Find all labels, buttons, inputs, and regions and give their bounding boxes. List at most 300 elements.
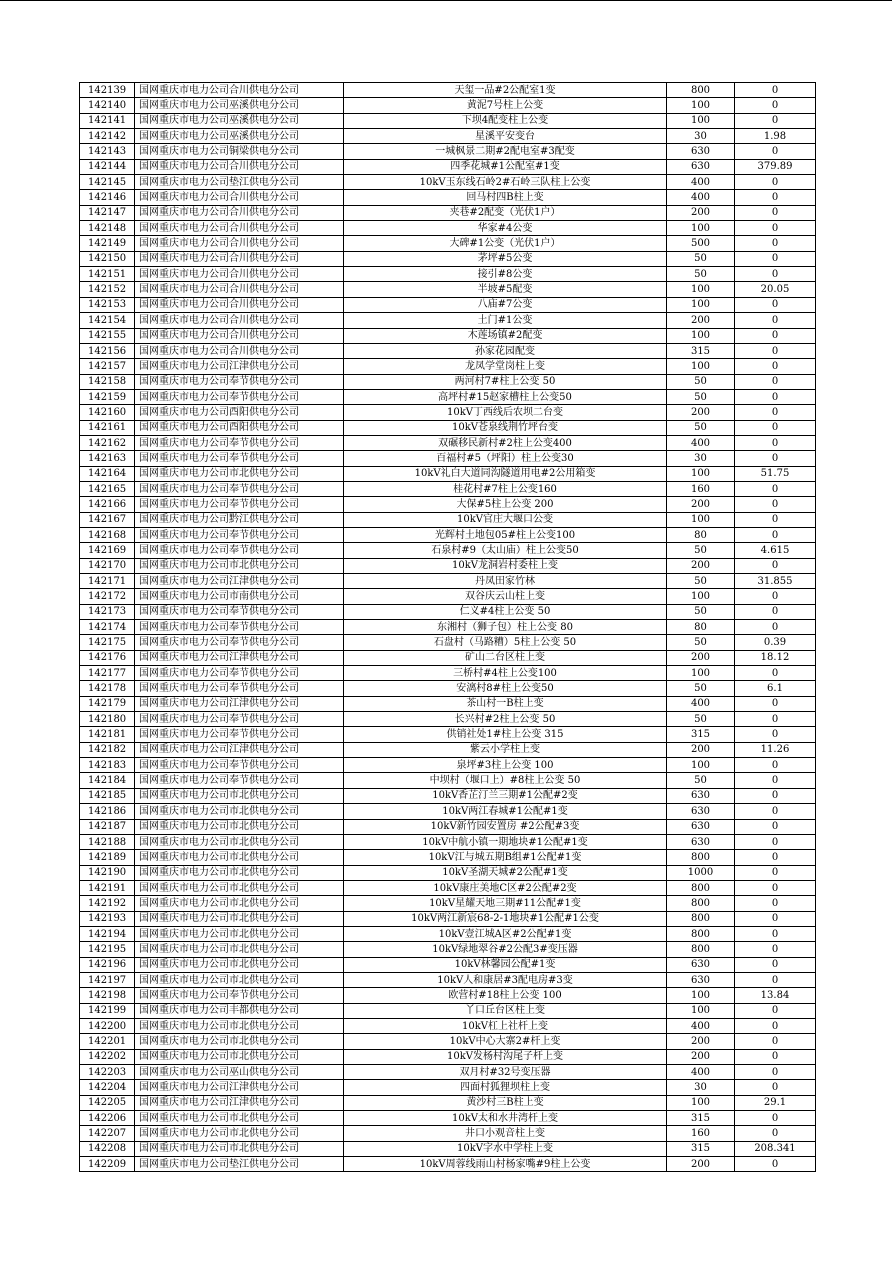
table-row xyxy=(80,666,816,681)
table-row xyxy=(80,543,816,558)
capacity-cell: 200 xyxy=(667,558,735,573)
row-id-cell: 142196 xyxy=(80,957,135,972)
transformer-name-cell: 星溪平安变台 xyxy=(344,129,667,144)
company-cell: 国网重庆市电力公司江津供电分公司 xyxy=(135,359,344,374)
company-cell: 国网重庆市电力公司市北供电分公司 xyxy=(135,865,344,880)
transformer-name-cell: 10kV龙洞岩村委柱上变 xyxy=(344,558,667,573)
row-id-cell: 142171 xyxy=(80,574,135,589)
row-id-cell: 142188 xyxy=(80,834,135,849)
table-row xyxy=(80,574,816,589)
row-id-cell: 142165 xyxy=(80,481,135,496)
capacity-cell: 400 xyxy=(667,696,735,711)
capacity-cell: 630 xyxy=(667,834,735,849)
capacity-cell: 630 xyxy=(667,144,735,159)
company-cell: 国网重庆市电力公司奉节供电分公司 xyxy=(135,666,344,681)
capacity-cell: 630 xyxy=(667,972,735,987)
transformer-name-cell: 10kV两江春城#1公配#1变 xyxy=(344,804,667,819)
row-id-cell: 142141 xyxy=(80,113,135,128)
value-cell: 0 xyxy=(735,98,816,113)
capacity-cell: 315 xyxy=(667,727,735,742)
value-cell: 0 xyxy=(735,788,816,803)
table-row xyxy=(80,405,816,420)
company-cell: 国网重庆市电力公司市南供电分公司 xyxy=(135,589,344,604)
table-row xyxy=(80,374,816,389)
company-cell: 国网重庆市电力公司市北供电分公司 xyxy=(135,819,344,834)
row-id-cell: 142174 xyxy=(80,620,135,635)
company-cell: 国网重庆市电力公司市北供电分公司 xyxy=(135,942,344,957)
company-cell: 国网重庆市电力公司市北供电分公司 xyxy=(135,957,344,972)
value-cell: 0 xyxy=(735,405,816,420)
transformer-name-cell: 仁义#4柱上公变 50 xyxy=(344,604,667,619)
table-row xyxy=(80,558,816,573)
company-cell: 国网重庆市电力公司市北供电分公司 xyxy=(135,558,344,573)
company-cell: 国网重庆市电力公司奉节供电分公司 xyxy=(135,435,344,450)
transformer-name-cell: 井口小观音柱上变 xyxy=(344,1126,667,1141)
value-cell: 0 xyxy=(735,620,816,635)
transformer-name-cell: 黄泥7号柱上公变 xyxy=(344,98,667,113)
transformer-name-cell: 安漓村8#柱上公变50 xyxy=(344,681,667,696)
value-cell: 0 xyxy=(735,205,816,220)
company-cell: 国网重庆市电力公司巫溪供电分公司 xyxy=(135,98,344,113)
transformer-name-cell: 石盘村（马路糟）5柱上公变 50 xyxy=(344,635,667,650)
company-cell: 国网重庆市电力公司合川供电分公司 xyxy=(135,267,344,282)
company-cell: 国网重庆市电力公司合川供电分公司 xyxy=(135,190,344,205)
table-row xyxy=(80,435,816,450)
row-id-cell: 142185 xyxy=(80,788,135,803)
capacity-cell: 800 xyxy=(667,942,735,957)
transformer-name-cell: 10kV太和水井湾杆上变 xyxy=(344,1111,667,1126)
table-row xyxy=(80,343,816,358)
row-id-cell: 142178 xyxy=(80,681,135,696)
capacity-cell: 100 xyxy=(667,221,735,236)
row-id-cell: 142143 xyxy=(80,144,135,159)
value-cell: 11.26 xyxy=(735,742,816,757)
row-id-cell: 142170 xyxy=(80,558,135,573)
company-cell: 国网重庆市电力公司巫溪供电分公司 xyxy=(135,113,344,128)
transformer-name-cell: 10kV星耀天地三期#11公配#1变 xyxy=(344,896,667,911)
company-cell: 国网重庆市电力公司垫江供电分公司 xyxy=(135,175,344,190)
table-row xyxy=(80,512,816,527)
capacity-cell: 800 xyxy=(667,83,735,98)
row-id-cell: 142147 xyxy=(80,205,135,220)
row-id-cell: 142156 xyxy=(80,343,135,358)
capacity-cell: 160 xyxy=(667,1126,735,1141)
value-cell: 13.84 xyxy=(735,988,816,1003)
company-cell: 国网重庆市电力公司合川供电分公司 xyxy=(135,328,344,343)
table-row xyxy=(80,527,816,542)
value-cell: 0 xyxy=(735,1080,816,1095)
company-cell: 国网重庆市电力公司市北供电分公司 xyxy=(135,804,344,819)
value-cell: 0 xyxy=(735,942,816,957)
table-row xyxy=(80,650,816,665)
table-row xyxy=(80,359,816,374)
capacity-cell: 100 xyxy=(667,113,735,128)
value-cell: 0 xyxy=(735,666,816,681)
transformer-name-cell: 10kV人和康居#3配电房#3变 xyxy=(344,972,667,987)
value-cell: 0 xyxy=(735,113,816,128)
capacity-cell: 50 xyxy=(667,574,735,589)
capacity-cell: 200 xyxy=(667,1049,735,1064)
company-cell: 国网重庆市电力公司酉阳供电分公司 xyxy=(135,405,344,420)
row-id-cell: 142200 xyxy=(80,1018,135,1033)
table-row xyxy=(80,773,816,788)
company-cell: 国网重庆市电力公司奉节供电分公司 xyxy=(135,604,344,619)
transformer-name-cell: 10kV绿地翠谷#2公配3#变压器 xyxy=(344,942,667,957)
row-id-cell: 142152 xyxy=(80,282,135,297)
row-id-cell: 142172 xyxy=(80,589,135,604)
value-cell: 1.98 xyxy=(735,129,816,144)
transformer-name-cell: 天玺一品#2公配室1变 xyxy=(344,83,667,98)
capacity-cell: 800 xyxy=(667,850,735,865)
table-row xyxy=(80,113,816,128)
capacity-cell: 100 xyxy=(667,758,735,773)
table-row xyxy=(80,788,816,803)
row-id-cell: 142148 xyxy=(80,221,135,236)
transformer-table xyxy=(79,82,816,1172)
company-cell: 国网重庆市电力公司奉节供电分公司 xyxy=(135,681,344,696)
table-row xyxy=(80,236,816,251)
capacity-cell: 50 xyxy=(667,635,735,650)
row-id-cell: 142145 xyxy=(80,175,135,190)
transformer-name-cell: 桂花村#7柱上公变160 xyxy=(344,481,667,496)
capacity-cell: 50 xyxy=(667,374,735,389)
company-cell: 国网重庆市电力公司丰都供电分公司 xyxy=(135,1003,344,1018)
capacity-cell: 50 xyxy=(667,681,735,696)
table-row xyxy=(80,1034,816,1049)
capacity-cell: 100 xyxy=(667,359,735,374)
company-cell: 国网重庆市电力公司市北供电分公司 xyxy=(135,896,344,911)
capacity-cell: 400 xyxy=(667,190,735,205)
capacity-cell: 800 xyxy=(667,880,735,895)
capacity-cell: 315 xyxy=(667,1111,735,1126)
company-cell: 国网重庆市电力公司奉节供电分公司 xyxy=(135,389,344,404)
value-cell: 0 xyxy=(735,389,816,404)
table-row xyxy=(80,98,816,113)
table-row xyxy=(80,896,816,911)
row-id-cell: 142192 xyxy=(80,896,135,911)
capacity-cell: 500 xyxy=(667,236,735,251)
transformer-name-cell: 10kV字水中学柱上变 xyxy=(344,1141,667,1156)
capacity-cell: 100 xyxy=(667,589,735,604)
capacity-cell: 100 xyxy=(667,666,735,681)
row-id-cell: 142194 xyxy=(80,926,135,941)
table-row xyxy=(80,1018,816,1033)
capacity-cell: 630 xyxy=(667,788,735,803)
company-cell: 国网重庆市电力公司奉节供电分公司 xyxy=(135,374,344,389)
table-row xyxy=(80,328,816,343)
capacity-cell: 100 xyxy=(667,1095,735,1110)
transformer-name-cell: 10kV玉东线石岭2#石岭三队柱上公变 xyxy=(344,175,667,190)
value-cell: 31.855 xyxy=(735,574,816,589)
row-id-cell: 142157 xyxy=(80,359,135,374)
value-cell: 0 xyxy=(735,758,816,773)
transformer-name-cell: 10kV杠上社杆上变 xyxy=(344,1018,667,1033)
company-cell: 国网重庆市电力公司奉节供电分公司 xyxy=(135,481,344,496)
value-cell: 0 xyxy=(735,221,816,236)
row-id-cell: 142191 xyxy=(80,880,135,895)
value-cell: 0 xyxy=(735,343,816,358)
capacity-cell: 200 xyxy=(667,1157,735,1172)
transformer-name-cell: 10kV丁西线后农坝二台变 xyxy=(344,405,667,420)
table-row xyxy=(80,451,816,466)
capacity-cell: 100 xyxy=(667,297,735,312)
transformer-name-cell: 丹凤田家竹林 xyxy=(344,574,667,589)
company-cell: 国网重庆市电力公司市北供电分公司 xyxy=(135,1034,344,1049)
value-cell: 0 xyxy=(735,527,816,542)
value-cell: 0 xyxy=(735,236,816,251)
company-cell: 国网重庆市电力公司市北供电分公司 xyxy=(135,1018,344,1033)
value-cell: 0 xyxy=(735,1065,816,1080)
company-cell: 国网重庆市电力公司奉节供电分公司 xyxy=(135,451,344,466)
capacity-cell: 50 xyxy=(667,251,735,266)
transformer-name-cell: 10kV江与城五期B组#1公配#1变 xyxy=(344,850,667,865)
capacity-cell: 630 xyxy=(667,159,735,174)
table-row xyxy=(80,1157,816,1172)
capacity-cell: 800 xyxy=(667,911,735,926)
transformer-name-cell: 大保#5柱上公变 200 xyxy=(344,497,667,512)
transformer-name-cell: 华家#4公变 xyxy=(344,221,667,236)
transformer-name-cell: 10kV新竹园安置房 #2公配#3变 xyxy=(344,819,667,834)
row-id-cell: 142150 xyxy=(80,251,135,266)
transformer-name-cell: 回马村四B柱上变 xyxy=(344,190,667,205)
capacity-cell: 400 xyxy=(667,435,735,450)
row-id-cell: 142175 xyxy=(80,635,135,650)
transformer-name-cell: 紫云小学柱上变 xyxy=(344,742,667,757)
capacity-cell: 100 xyxy=(667,282,735,297)
transformer-name-cell: 10kV发杨村沟尾子杆上变 xyxy=(344,1049,667,1064)
value-cell: 0 xyxy=(735,451,816,466)
transformer-name-cell: 10kV周蓉线雨山村杨家嘴#9柱上公变 xyxy=(344,1157,667,1172)
company-cell: 国网重庆市电力公司市北供电分公司 xyxy=(135,1141,344,1156)
transformer-name-cell: 接引#8公变 xyxy=(344,267,667,282)
row-id-cell: 142151 xyxy=(80,267,135,282)
capacity-cell: 200 xyxy=(667,497,735,512)
transformer-name-cell: 中坝村（堰口上）#8柱上公变 50 xyxy=(344,773,667,788)
table-row xyxy=(80,129,816,144)
value-cell: 0 xyxy=(735,727,816,742)
company-cell: 国网重庆市电力公司市北供电分公司 xyxy=(135,788,344,803)
transformer-name-cell: 下坝4配变柱上公变 xyxy=(344,113,667,128)
table-row xyxy=(80,681,816,696)
table-row xyxy=(80,865,816,880)
company-cell: 国网重庆市电力公司合川供电分公司 xyxy=(135,297,344,312)
row-id-cell: 142158 xyxy=(80,374,135,389)
value-cell: 0 xyxy=(735,481,816,496)
company-cell: 国网重庆市电力公司合川供电分公司 xyxy=(135,83,344,98)
transformer-name-cell: 长兴村#2柱上公变 50 xyxy=(344,712,667,727)
value-cell: 0 xyxy=(735,896,816,911)
value-cell: 18.12 xyxy=(735,650,816,665)
row-id-cell: 142184 xyxy=(80,773,135,788)
capacity-cell: 200 xyxy=(667,650,735,665)
row-id-cell: 142159 xyxy=(80,389,135,404)
transformer-name-cell: 10kV壹江城A区#2公配#1变 xyxy=(344,926,667,941)
table-row xyxy=(80,466,816,481)
company-cell: 国网重庆市电力公司市北供电分公司 xyxy=(135,1049,344,1064)
table-row xyxy=(80,159,816,174)
table-row xyxy=(80,834,816,849)
table-row xyxy=(80,727,816,742)
transformer-name-cell: 东湘村（狮子包）柱上公变 80 xyxy=(344,620,667,635)
row-id-cell: 142198 xyxy=(80,988,135,1003)
company-cell: 国网重庆市电力公司奉节供电分公司 xyxy=(135,527,344,542)
value-cell: 0 xyxy=(735,267,816,282)
value-cell: 0.39 xyxy=(735,635,816,650)
capacity-cell: 30 xyxy=(667,451,735,466)
row-id-cell: 142201 xyxy=(80,1034,135,1049)
table-row xyxy=(80,1049,816,1064)
table-row xyxy=(80,850,816,865)
value-cell: 0 xyxy=(735,834,816,849)
transformer-name-cell: 泉坪#3柱上公变 100 xyxy=(344,758,667,773)
transformer-name-cell: 龙凤学堂岗柱上变 xyxy=(344,359,667,374)
row-id-cell: 142139 xyxy=(80,83,135,98)
value-cell: 0 xyxy=(735,926,816,941)
row-id-cell: 142167 xyxy=(80,512,135,527)
capacity-cell: 50 xyxy=(667,543,735,558)
value-cell: 208.341 xyxy=(735,1141,816,1156)
table-row xyxy=(80,313,816,328)
capacity-cell: 100 xyxy=(667,1003,735,1018)
transformer-name-cell: 双谷庆云山柱上变 xyxy=(344,589,667,604)
table-row xyxy=(80,497,816,512)
transformer-name-cell: 10kV苍泉线荆竹坪台变 xyxy=(344,420,667,435)
row-id-cell: 142181 xyxy=(80,727,135,742)
transformer-name-cell: 木莲场镇#2配变 xyxy=(344,328,667,343)
transformer-name-cell: 欧营村#18柱上公变 100 xyxy=(344,988,667,1003)
table-row xyxy=(80,942,816,957)
row-id-cell: 142149 xyxy=(80,236,135,251)
row-id-cell: 142164 xyxy=(80,466,135,481)
value-cell: 0 xyxy=(735,850,816,865)
row-id-cell: 142193 xyxy=(80,911,135,926)
capacity-cell: 200 xyxy=(667,313,735,328)
transformer-name-cell: 半坡#5配变 xyxy=(344,282,667,297)
row-id-cell: 142166 xyxy=(80,497,135,512)
row-id-cell: 142207 xyxy=(80,1126,135,1141)
value-cell: 0 xyxy=(735,190,816,205)
row-id-cell: 142144 xyxy=(80,159,135,174)
value-cell: 6.1 xyxy=(735,681,816,696)
table-row xyxy=(80,190,816,205)
value-cell: 0 xyxy=(735,435,816,450)
capacity-cell: 50 xyxy=(667,389,735,404)
value-cell: 0 xyxy=(735,604,816,619)
row-id-cell: 142146 xyxy=(80,190,135,205)
company-cell: 国网重庆市电力公司黔江供电分公司 xyxy=(135,512,344,527)
transformer-name-cell: 茶山村一B柱上变 xyxy=(344,696,667,711)
table-row xyxy=(80,205,816,220)
table-row xyxy=(80,282,816,297)
transformer-name-cell: 10kV香芷汀兰三期#1公配#2变 xyxy=(344,788,667,803)
table-row xyxy=(80,620,816,635)
transformer-name-cell: 双碾移民新村#2柱上公变400 xyxy=(344,435,667,450)
row-id-cell: 142190 xyxy=(80,865,135,880)
company-cell: 国网重庆市电力公司合川供电分公司 xyxy=(135,159,344,174)
transformer-name-cell: 大碑#1公变（光伏1户） xyxy=(344,236,667,251)
value-cell: 29.1 xyxy=(735,1095,816,1110)
company-cell: 国网重庆市电力公司合川供电分公司 xyxy=(135,313,344,328)
value-cell: 0 xyxy=(735,712,816,727)
value-cell: 0 xyxy=(735,374,816,389)
transformer-name-cell: 百福村#5（坪阳）柱上公变30 xyxy=(344,451,667,466)
table-row xyxy=(80,251,816,266)
company-cell: 国网重庆市电力公司奉节供电分公司 xyxy=(135,988,344,1003)
transformer-name-cell: 10kV圣湖天城#2公配#1变 xyxy=(344,865,667,880)
row-id-cell: 142140 xyxy=(80,98,135,113)
row-id-cell: 142204 xyxy=(80,1080,135,1095)
company-cell: 国网重庆市电力公司奉节供电分公司 xyxy=(135,773,344,788)
transformer-name-cell: 光辉村土地包05#柱上公变100 xyxy=(344,527,667,542)
table-row xyxy=(80,988,816,1003)
value-cell: 20.05 xyxy=(735,282,816,297)
row-id-cell: 142186 xyxy=(80,804,135,819)
company-cell: 国网重庆市电力公司江津供电分公司 xyxy=(135,1080,344,1095)
capacity-cell: 30 xyxy=(667,129,735,144)
value-cell: 0 xyxy=(735,880,816,895)
transformer-name-cell: 10kV康庄美地C区#2公配#2变 xyxy=(344,880,667,895)
value-cell: 0 xyxy=(735,1157,816,1172)
company-cell: 国网重庆市电力公司市北供电分公司 xyxy=(135,880,344,895)
value-cell: 0 xyxy=(735,497,816,512)
table-row xyxy=(80,758,816,773)
row-id-cell: 142180 xyxy=(80,712,135,727)
capacity-cell: 400 xyxy=(667,1018,735,1033)
capacity-cell: 800 xyxy=(667,926,735,941)
value-cell: 0 xyxy=(735,804,816,819)
page-top-rule xyxy=(0,0,892,1)
table-row xyxy=(80,389,816,404)
capacity-cell: 50 xyxy=(667,712,735,727)
value-cell: 0 xyxy=(735,865,816,880)
capacity-cell: 400 xyxy=(667,1065,735,1080)
table-row xyxy=(80,957,816,972)
company-cell: 国网重庆市电力公司合川供电分公司 xyxy=(135,343,344,358)
capacity-cell: 315 xyxy=(667,343,735,358)
capacity-cell: 50 xyxy=(667,773,735,788)
company-cell: 国网重庆市电力公司市北供电分公司 xyxy=(135,850,344,865)
capacity-cell: 160 xyxy=(667,481,735,496)
capacity-cell: 630 xyxy=(667,804,735,819)
table-row xyxy=(80,696,816,711)
company-cell: 国网重庆市电力公司江津供电分公司 xyxy=(135,696,344,711)
value-cell: 0 xyxy=(735,589,816,604)
capacity-cell: 200 xyxy=(667,405,735,420)
value-cell: 0 xyxy=(735,819,816,834)
value-cell: 0 xyxy=(735,83,816,98)
transformer-name-cell: 10kV两江新宸68-2-1地块#1公配#1公变 xyxy=(344,911,667,926)
value-cell: 0 xyxy=(735,251,816,266)
row-id-cell: 142209 xyxy=(80,1157,135,1172)
table-row xyxy=(80,1095,816,1110)
value-cell: 0 xyxy=(735,1018,816,1033)
transformer-name-cell: 两河村7#柱上公变 50 xyxy=(344,374,667,389)
transformer-name-cell: 10kV礼白大道同沟隧道用电#2公用箱变 xyxy=(344,466,667,481)
value-cell: 0 xyxy=(735,313,816,328)
value-cell: 0 xyxy=(735,911,816,926)
capacity-cell: 50 xyxy=(667,420,735,435)
transformer-name-cell: 四面村狐狸坝柱上变 xyxy=(344,1080,667,1095)
value-cell: 0 xyxy=(735,1111,816,1126)
table-row xyxy=(80,819,816,834)
table-row xyxy=(80,1126,816,1141)
transformer-name-cell: 三桥村#4柱上公变100 xyxy=(344,666,667,681)
capacity-cell: 200 xyxy=(667,742,735,757)
company-cell: 国网重庆市电力公司江津供电分公司 xyxy=(135,742,344,757)
transformer-name-cell: 10kV官庄大堰口公变 xyxy=(344,512,667,527)
table-row xyxy=(80,267,816,282)
transformer-name-cell: 10kV林馨园公配#1变 xyxy=(344,957,667,972)
